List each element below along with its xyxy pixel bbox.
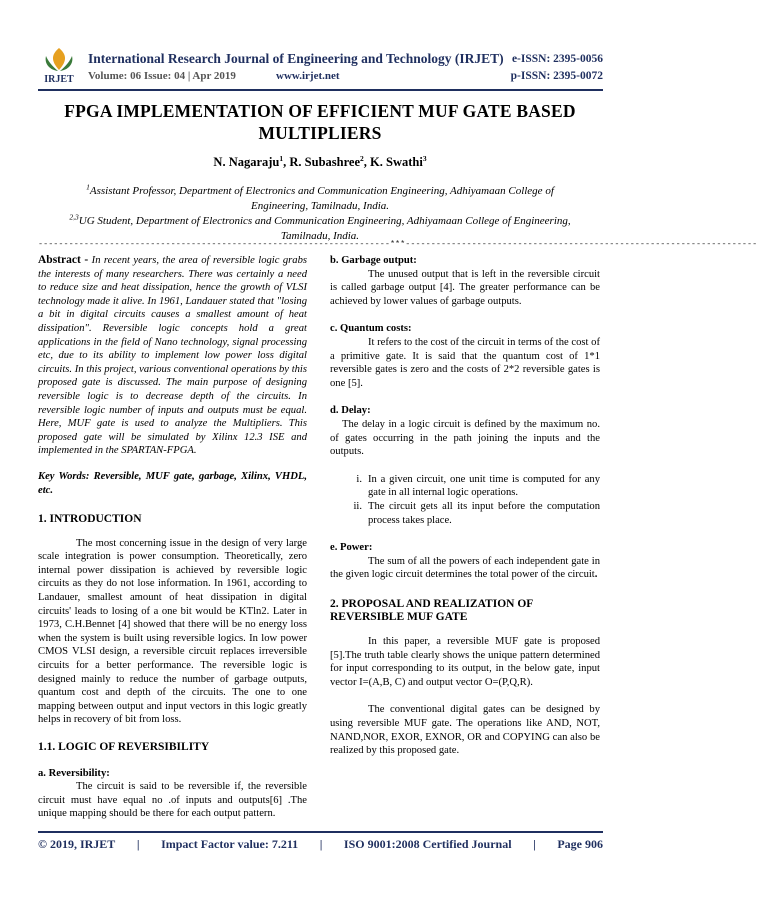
- delay-paragraph: The delay in a logic circuit is defined by the maximum no. of gates occurring in the path joining the inputs and the outputs.: [330, 418, 600, 458]
- section-heading-proposal: 2. PROPOSAL AND REALIZATION OF REVERSIBLE MUF GATE: [330, 597, 533, 624]
- subheading-garbage-output: b. Garbage output:: [330, 255, 417, 266]
- keywords: Key Words: Reversible, MUF gate, garbage, Xilinx, VHDL, etc.: [38, 470, 307, 496]
- journal-name: International Research Journal of Engineering and Technology (IRJET): [88, 51, 504, 66]
- list-item-number: i.: [356, 473, 362, 485]
- affiliation-2-sup: 2,3: [69, 212, 79, 222]
- delay-list: [330, 473, 600, 527]
- list-item: [353, 500, 600, 527]
- title-line-2: MULTIPLIERS: [258, 123, 382, 143]
- garbage-output-paragraph: The unused output that is left in the reversible circuit is called garbage output [4]. The greater performance can be achieved by lower values of garbage outputs.: [330, 268, 600, 307]
- introduction-paragraph: The most concerning issue in the design of very large scale integration is power consumption. Theoretically, zero internal power dissipation is achieved by reversible logic circuits as they do not lose information. In 1961, according to Landauer, smallest amount of heat dissipation in digital circuits' leads to losing of a one bit would be KTln2. Later in 1973, C.H.Bennet [4] showed that there will be no energy loss when the system is built using reversible logics. In low power CMOS VLSI design, a reversible circuit replaces irreversible circuits for a better performance. The reversible logic is designed mainly to reduce the number of garbage outputs, quantum cost and depth of the circuits. The one to one mapping between output and input vectors in this logic greatly helps in recovery of bit from loss.: [38, 537, 307, 726]
- page-footer: [38, 837, 603, 852]
- paper-title: [60, 100, 580, 144]
- affiliation-1-line-2: Engineering, Tamilnadu, India.: [250, 200, 389, 212]
- list-item-text: In a given circuit, one unit time is computed for any gate in all internal logic operations.: [368, 473, 600, 499]
- proposal-paragraph-1: In this paper, a reversible MUF gate is proposed [5].The truth table clearly shows the unique pattern determined for input corresponding to its output, in the below gate, input vector I=(A,B, C) and output vector O=(P,Q,R).: [330, 636, 600, 688]
- affiliation-2-line-2: Tamilnadu, India.: [280, 230, 360, 242]
- footer-divider: |: [533, 837, 536, 851]
- subheading-reversibility: a. Reversibility:: [38, 767, 110, 779]
- footer-divider: |: [319, 837, 323, 851]
- section-separator: ---------------------------------------------------------------------***---------------------------------------------------------------------: [38, 239, 757, 249]
- p-issn: p-ISSN: 2395-0072: [510, 70, 603, 82]
- section-heading-introduction: 1. INTRODUCTION: [38, 513, 142, 526]
- power-text: The sum of all the powers of each independent gate in the given logic circuit determines the total power of the circuit: [330, 555, 600, 581]
- list-item: [356, 473, 600, 500]
- author-list: [60, 155, 580, 170]
- footer-iso: ISO 9001:2008 Certified Journal: [343, 837, 512, 851]
- e-issn: e-ISSN: 2395-0056: [511, 53, 603, 65]
- power-paragraph: [330, 555, 600, 582]
- subheading-power: e. Power:: [330, 542, 373, 554]
- author-1-sup: 1: [279, 153, 284, 163]
- footer-impact-factor: Impact Factor value: 7.211: [161, 837, 299, 851]
- footer-page-number: Page 906: [557, 837, 603, 851]
- list-item-text: The circuit gets all its input before the computation process takes place.: [368, 500, 600, 526]
- proposal-paragraph-2: The conventional digital gates can be designed by using reversible MUF gate. The operations like AND, NOT, NAND,NOR, EXOR, EXNOR, OR and COPYING can also be realized by this proposed gate.: [330, 704, 600, 757]
- quantum-costs-paragraph: It refers to the cost of the circuit in terms of the cost of a primitive gate. It is said that the quantum cost of 1*1 reversible gates is zero and the costs of 2*2 reversible gates is one [5].: [330, 336, 600, 389]
- header-rule: [38, 89, 603, 91]
- reversibility-paragraph: The circuit is said to be reversible if, the reversible circuit must have equal no .of inputs and outputs[6] .The unique mapping should be there for each output pattern.: [38, 781, 307, 820]
- title-line-1: FPGA IMPLEMENTATION OF EFFICIENT MUF GATE BASED: [64, 101, 576, 121]
- footer-copyright: © 2019, IRJET: [38, 837, 116, 851]
- abstract: [38, 254, 307, 458]
- section-heading-logic-of-reversibility: 1.1. LOGIC OF REVERSIBILITY: [38, 741, 210, 753]
- power-period: .: [594, 569, 598, 581]
- author-3-sup: 3: [422, 153, 427, 163]
- abstract-label: Abstract -: [38, 254, 89, 266]
- abstract-text: In recent years, the area of reversible logic grabs the interests of many researchers. There was certainly a need to reduce size and heat dissipation, hence the growth of VLSI technology made it alive. In 1961, Landauer stated that "losing a bit in digital circuits causes a smallest amount of heat dissipation". Reversible logic concepts hold a great applications in the field of Nano technology, signal processing etc, due to its ability to implement low power loss digital circuits. In this project, various conventional operations by this proposed gate is discussed. The main purpose of designing reversible logic is to decrease depth of the circuits. In reversible logic number of inputs and outputs must be equal. Here, MUF gate is used to analyze the Multipliers. This proposed gate will be simulated by Xilinx 12.3 ISE and implemented in the SPARTAN-FPGA.: [38, 255, 307, 457]
- affiliation-1: [45, 184, 595, 214]
- list-item-number: ii.: [353, 500, 362, 512]
- website-link[interactable]: www.irjet.net: [276, 70, 340, 82]
- logo-text: IRJET: [44, 74, 74, 85]
- affiliation-2-line-1: UG Student, Department of Electronics and Communication Engineering, Adhiyamaan College of Engineering,: [78, 215, 571, 227]
- footer-rule: [38, 831, 603, 833]
- author-3: , K. Swathi: [363, 155, 423, 169]
- author-1: N. Nagaraju: [213, 155, 280, 169]
- subheading-quantum-costs: c. Quantum costs:: [330, 323, 412, 335]
- journal-header: [38, 46, 603, 86]
- affiliation-1-sup: 1: [86, 182, 90, 192]
- irjet-logo: [38, 46, 80, 84]
- left-column: [38, 254, 307, 821]
- affiliation-1-line-1: Assistant Professor, Department of Electronics and Communication Engineering, Adhiyamaan College of: [89, 185, 554, 197]
- footer-divider: |: [136, 837, 140, 851]
- volume-issue: Volume: 06 Issue: 04 | Apr 2019: [88, 70, 236, 82]
- author-2: , R. Subashree: [283, 155, 361, 169]
- author-2-sup: 2: [360, 153, 364, 163]
- subheading-delay: d. Delay:: [330, 405, 371, 417]
- right-column: [330, 254, 600, 758]
